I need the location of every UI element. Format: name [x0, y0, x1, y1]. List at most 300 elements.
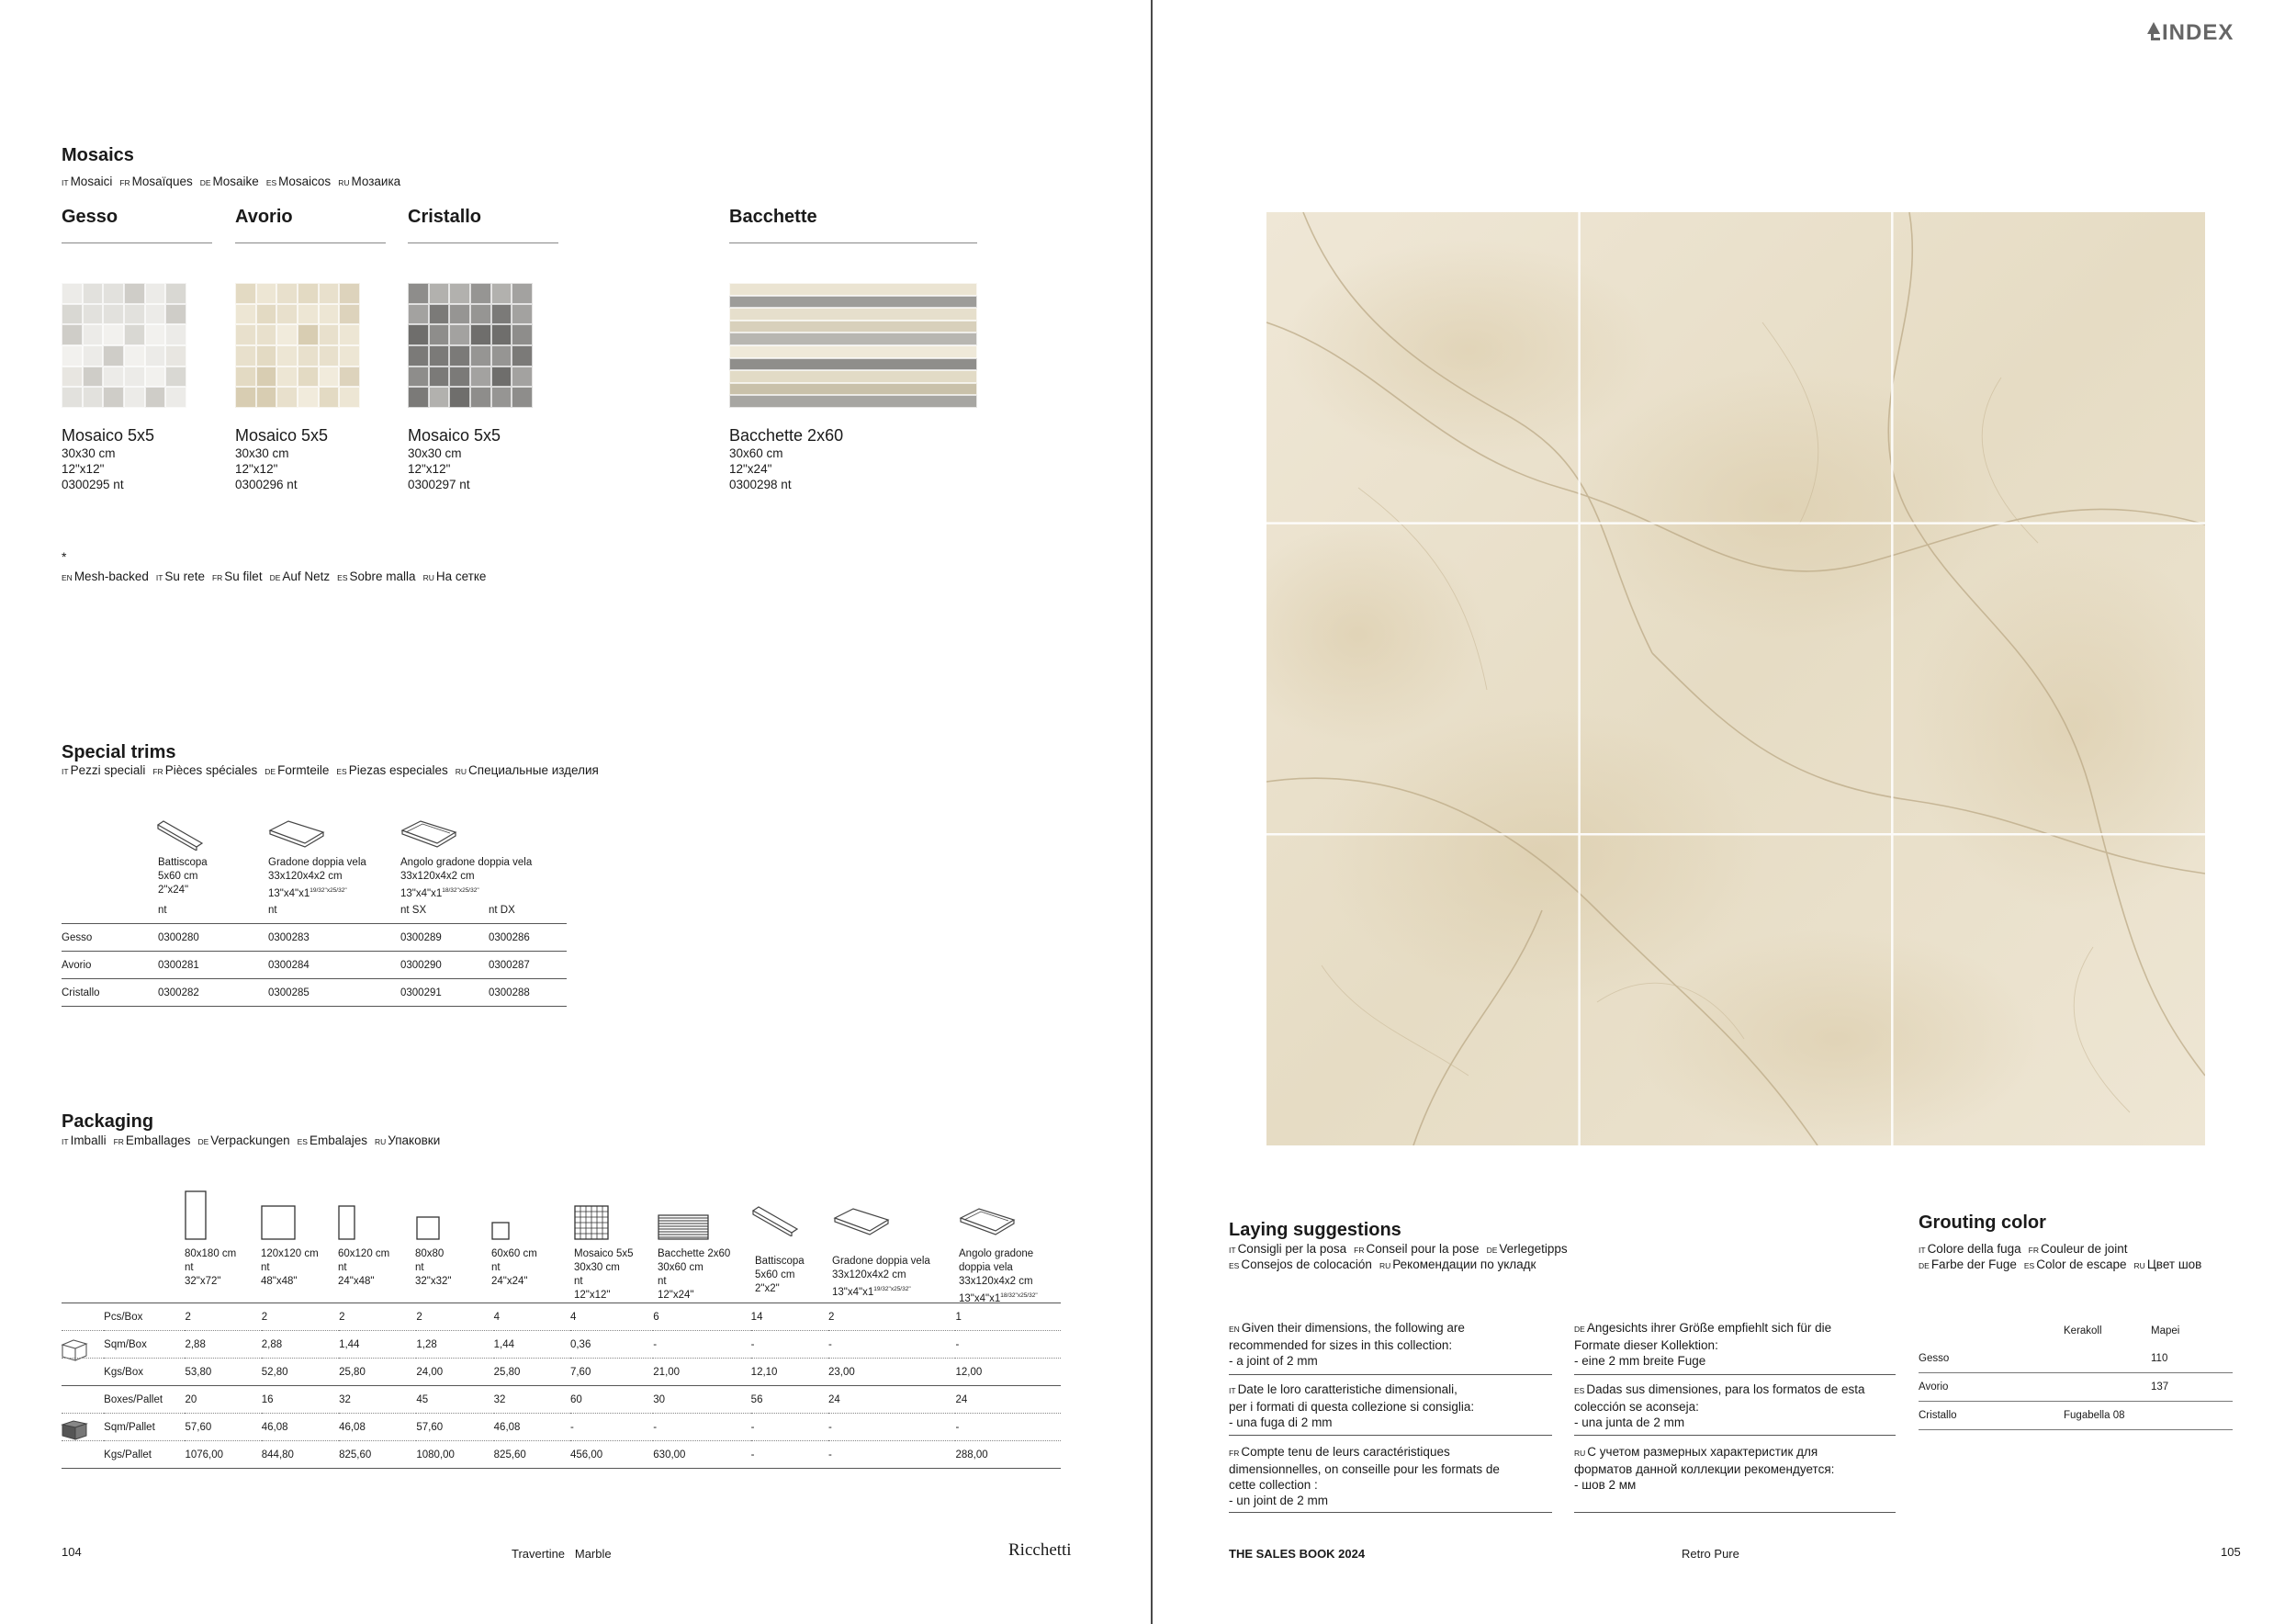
translation-text: Conseil pour la pose — [1366, 1242, 1480, 1256]
mosaic-chip — [298, 283, 319, 304]
lang-code: FR — [113, 1137, 124, 1146]
pack-col-line: 12"x24" — [658, 1290, 694, 1301]
laying-block-de — [1574, 1320, 1831, 1369]
laying-line: per i formati di questa collezione si consiglia: — [1229, 1400, 1475, 1414]
row-label: Boxes/Pallet — [104, 1386, 185, 1414]
mosaic-chip — [298, 304, 319, 325]
cell: 32 — [339, 1386, 416, 1414]
cell: - — [828, 1414, 956, 1441]
cell: 630,00 — [653, 1441, 750, 1469]
mosaic-chip — [103, 283, 124, 304]
pack-col-line: nt — [658, 1276, 667, 1287]
pack-col-line: Bacchette 2x60 — [658, 1248, 731, 1259]
mosaic-chip — [165, 283, 186, 304]
pack-col-line: 13"x4"x1 — [832, 1286, 874, 1298]
cell: 456,00 — [570, 1441, 653, 1469]
translation-text: Pièces spéciales — [164, 763, 258, 777]
bacchette-strip — [729, 395, 977, 408]
cell: 30 — [653, 1386, 750, 1414]
cell: 1076,00 — [185, 1441, 261, 1469]
cell: 45 — [416, 1386, 493, 1414]
page-number-right: 105 — [2221, 1545, 2241, 1559]
lang-code: IT — [1229, 1246, 1236, 1255]
battiscopa-icon — [156, 819, 204, 851]
heading-rule — [235, 242, 386, 243]
tile-80x180-icon — [185, 1190, 207, 1240]
table-row — [62, 1331, 1061, 1359]
mosaic-chip — [298, 324, 319, 345]
product-size-cm: 30x30 cm — [408, 446, 462, 460]
mosaic-chip — [62, 387, 83, 408]
cell: - — [570, 1414, 653, 1441]
mosaic-chip — [339, 367, 360, 388]
cell: 2 — [185, 1303, 261, 1331]
mosaic-chip — [491, 367, 512, 388]
row-label: Cristallo — [62, 979, 158, 1007]
lang-code: FR — [152, 767, 163, 776]
pack-col-line: 30x60 cm — [658, 1262, 703, 1273]
mosaic-chip — [319, 345, 340, 367]
laying-line: recommended for sizes in this collection: — [1229, 1338, 1453, 1352]
finish-cell: nt — [268, 904, 277, 916]
product-size-in: 12"x24" — [729, 462, 772, 476]
translation-text: Piezas especiales — [348, 763, 448, 777]
mosaic-chip — [124, 387, 145, 408]
cell: 825,60 — [339, 1441, 416, 1469]
lang-code: FR — [211, 573, 223, 582]
mosaic-chip — [429, 367, 450, 388]
cell — [2064, 1373, 2151, 1402]
lang-code: ES — [337, 573, 348, 582]
translation-text: Verpackungen — [210, 1133, 290, 1147]
mosaic-chip — [62, 324, 83, 345]
lang-code: ES — [297, 1137, 308, 1146]
mosaic-chip — [165, 324, 186, 345]
page-spine — [1151, 0, 1153, 1624]
finish-cell: nt DX — [489, 904, 515, 916]
gradone-icon — [268, 819, 325, 851]
mosaic-chip — [449, 387, 470, 408]
laying-line: - un joint de 2 mm — [1229, 1494, 1329, 1507]
cell: 56 — [751, 1386, 828, 1414]
translation-text: Mesh-backed — [73, 570, 149, 583]
cell: - — [751, 1441, 828, 1469]
cell: 0300288 — [489, 979, 567, 1007]
tile-60x120-icon — [338, 1205, 355, 1240]
translation-text: Mosaïques — [131, 175, 193, 188]
cell: 57,60 — [416, 1414, 493, 1441]
pack-col-line: 80x180 cm — [185, 1248, 237, 1259]
trim-col-angolo — [400, 856, 532, 901]
mosaic-chip — [470, 367, 491, 388]
cell: 0300291 — [400, 979, 489, 1007]
mosaic-chip — [449, 345, 470, 367]
cell: 0300286 — [489, 924, 567, 952]
pack-col-60x60 — [491, 1247, 537, 1289]
mosaic-chip — [145, 324, 166, 345]
cell: 60 — [570, 1386, 653, 1414]
cell — [2151, 1402, 2233, 1430]
laying-line: - a joint of 2 mm — [1229, 1354, 1318, 1368]
table-row — [62, 952, 567, 979]
product-info-avorio — [235, 426, 328, 492]
cell: 23,00 — [828, 1359, 956, 1386]
pack-col-80x80 — [415, 1247, 452, 1289]
lang-code: IT — [1229, 1386, 1236, 1395]
grouting-header-row — [1919, 1317, 2233, 1345]
trim-col-name: Gradone doppia vela — [268, 857, 366, 868]
bacchette-strip — [729, 383, 977, 396]
mosaic-chip — [83, 367, 104, 388]
mosaic-chip — [470, 345, 491, 367]
lang-code: IT — [62, 1137, 69, 1146]
cell: 46,08 — [339, 1414, 416, 1441]
mosaic-chip — [408, 304, 429, 325]
trim-col-size-in: 13"x4"x1 — [400, 887, 443, 899]
pack-col-60x120 — [338, 1247, 389, 1289]
cell: - — [653, 1414, 750, 1441]
angolo-gradone-icon — [959, 1207, 1016, 1240]
book-title: THE SALES BOOK 2024 — [1229, 1547, 1366, 1561]
laying-title: Laying suggestions — [1229, 1220, 1401, 1240]
laying-line: colección se aconseja: — [1574, 1400, 1699, 1414]
cell: 0300281 — [158, 952, 268, 979]
laying-block-en — [1229, 1320, 1465, 1369]
mosaic-chip — [256, 324, 277, 345]
mosaic-chip — [429, 304, 450, 325]
product-heading-gesso: Gesso — [62, 207, 118, 227]
product-name: Mosaico 5x5 — [62, 426, 155, 445]
bacchette-strip — [729, 345, 977, 358]
table-row — [1919, 1345, 2233, 1373]
table-row — [62, 979, 567, 1007]
lang-code: IT — [155, 573, 163, 582]
translation-text: Embalajes — [309, 1133, 367, 1147]
mosaic-chip — [235, 345, 256, 367]
bacchette-icon — [658, 1214, 709, 1240]
table-row — [62, 1303, 1061, 1331]
cell: 2 — [262, 1303, 339, 1331]
mosaic-swatch-cristallo — [408, 283, 533, 408]
mosaic-chip — [491, 324, 512, 345]
translation-text: Упаковки — [388, 1133, 441, 1147]
trim-col-gradone — [268, 856, 366, 901]
mosaic-chip — [83, 283, 104, 304]
grouting-translations — [1919, 1242, 2135, 1256]
mosaic-chip — [470, 387, 491, 408]
cell: 25,80 — [339, 1359, 416, 1386]
translation-text: Colore della fuga — [1927, 1242, 2021, 1256]
pack-col-line: 2"x2" — [755, 1283, 780, 1294]
mosaic-swatch-gesso — [62, 283, 186, 408]
product-size-in: 12"x12" — [235, 462, 278, 476]
laying-line: Compte tenu de leurs caractéristiques — [1241, 1445, 1450, 1459]
cell: 24,00 — [416, 1359, 493, 1386]
mosaic-chip — [408, 367, 429, 388]
translation-text: Auf Netz — [282, 570, 331, 583]
laying-line: форматов данной коллекции рекомендуется: — [1574, 1462, 1835, 1476]
cell: 0300284 — [268, 952, 400, 979]
mosaic-chip — [62, 283, 83, 304]
lang-code: IT — [62, 767, 69, 776]
cell: 2 — [828, 1303, 956, 1331]
cell: - — [751, 1414, 828, 1441]
cell: 21,00 — [653, 1359, 750, 1386]
row-label: Avorio — [1919, 1373, 2064, 1402]
finish-cell: nt SX — [400, 904, 427, 916]
cell: 16 — [262, 1386, 339, 1414]
mosaic-chip — [339, 387, 360, 408]
pack-col-line: 80x80 — [415, 1248, 445, 1259]
mosaic-chip — [83, 387, 104, 408]
index-link[interactable] — [2145, 20, 2234, 46]
cell: Fugabella 08 — [2064, 1402, 2151, 1430]
cell: 288,00 — [955, 1441, 1061, 1469]
pack-col-line: nt — [491, 1262, 501, 1273]
grouting-table — [1919, 1317, 2233, 1430]
lang-code: DE — [199, 178, 211, 187]
trim-col-fraction: 18/32"x25/32" — [442, 887, 479, 894]
laying-line: dimensionnelles, on conseille pour les formats de — [1229, 1462, 1500, 1476]
packaging-title: Packaging — [62, 1111, 154, 1132]
pack-col-line: 24"x24" — [491, 1276, 528, 1287]
lang-code: DE — [269, 573, 281, 582]
lang-code: RU — [455, 767, 467, 776]
mosaic-chip — [408, 387, 429, 408]
mosaic-chip — [124, 367, 145, 388]
mosaic-chip — [256, 345, 277, 367]
pack-col-80x180 — [185, 1247, 236, 1289]
laying-block-ru — [1574, 1444, 1834, 1493]
heading-rule — [729, 242, 977, 243]
bacchette-strip — [729, 333, 977, 345]
mosaic-chip — [145, 345, 166, 367]
cell — [2064, 1345, 2151, 1373]
grouting-title: Grouting color — [1919, 1212, 2046, 1233]
translation-text: Mosaicos — [278, 175, 332, 188]
special-trims-translations — [62, 763, 606, 777]
mosaic-chip — [470, 283, 491, 304]
cell: 14 — [751, 1303, 828, 1331]
mosaic-chip — [165, 387, 186, 408]
heading-rule — [408, 242, 558, 243]
pack-col-line: nt — [415, 1262, 424, 1273]
lang-code: ES — [1229, 1261, 1240, 1270]
trim-col-name: Angolo gradone doppia vela — [400, 857, 533, 868]
mosaic-chip — [62, 367, 83, 388]
mosaic-chip — [165, 367, 186, 388]
pack-col-line: 60x60 cm — [491, 1248, 537, 1259]
row-label: Kgs/Pallet — [104, 1441, 185, 1469]
mosaic-chip — [83, 324, 104, 345]
laying-rule — [1229, 1374, 1552, 1375]
laying-line: Date le loro caratteristiche dimensionali, — [1237, 1382, 1458, 1396]
translation-text: Pezzi speciali — [70, 763, 146, 777]
table-row — [1919, 1402, 2233, 1430]
mosaic-chip — [512, 304, 533, 325]
mosaic-chip — [339, 345, 360, 367]
pack-col-line: 33x120x4x2 cm — [959, 1276, 1033, 1287]
cell: 2 — [339, 1303, 416, 1331]
laying-line: - шов 2 мм — [1574, 1478, 1637, 1492]
page-number-left: 104 — [62, 1545, 82, 1559]
bacchette-strip — [729, 283, 977, 296]
bacchette-strip — [729, 296, 977, 309]
laying-line: Formate dieser Kollektion: — [1574, 1338, 1718, 1352]
mosaic-chip — [276, 304, 298, 325]
grouting-col-mapei: Mapei — [2151, 1325, 2180, 1336]
table-row — [62, 924, 567, 952]
cell: 12,00 — [955, 1359, 1061, 1386]
packaging-translations — [62, 1133, 447, 1147]
table-row — [1919, 1373, 2233, 1402]
mosaic-chip — [145, 283, 166, 304]
cell: 57,60 — [185, 1414, 261, 1441]
lang-code: IT — [62, 178, 69, 187]
product-size-in: 12"x12" — [62, 462, 105, 476]
cell: 0300280 — [158, 924, 268, 952]
bacchette-strip — [729, 358, 977, 371]
mesh-backed-note — [62, 570, 493, 583]
special-trims-title: Special trims — [62, 742, 176, 762]
mosaic-chip — [408, 283, 429, 304]
mosaic-chip — [319, 283, 340, 304]
note-star: * — [62, 549, 67, 564]
row-label: Gesso — [62, 924, 158, 952]
cell: 0,36 — [570, 1331, 653, 1359]
cell: 12,10 — [751, 1359, 828, 1386]
cell: 4 — [570, 1303, 653, 1331]
collection-name-right: Retro Pure — [1682, 1547, 1739, 1561]
product-code: 0300297 nt — [408, 478, 470, 491]
cell: 0300285 — [268, 979, 400, 1007]
pack-col-line: Mosaico 5x5 — [574, 1248, 634, 1259]
lang-code: DE — [1919, 1261, 1930, 1270]
mosaic-chip — [319, 304, 340, 325]
translation-text: Color de escape — [2036, 1257, 2127, 1271]
laying-rule — [1574, 1435, 1896, 1436]
bacchette-strip — [729, 321, 977, 333]
lang-code: FR — [1354, 1246, 1365, 1255]
trim-col-battiscopa — [158, 856, 208, 897]
laying-block-es — [1574, 1382, 1865, 1430]
laying-line: Dadas sus dimensiones, para los formatos de esta — [1586, 1382, 1865, 1396]
trim-finish-row — [62, 897, 567, 924]
cell: 2,88 — [185, 1331, 261, 1359]
pack-col-line: Gradone doppia vela — [832, 1256, 930, 1267]
cell: 1,44 — [339, 1331, 416, 1359]
battiscopa-icon — [751, 1205, 799, 1236]
translation-text: Sobre malla — [349, 570, 416, 583]
laying-rule — [1229, 1512, 1552, 1513]
cell: - — [828, 1441, 956, 1469]
mosaic-chip — [298, 345, 319, 367]
trim-col-size-cm: 33x120x4x2 cm — [400, 871, 475, 882]
mosaic-chip — [256, 304, 277, 325]
cell: 4 — [494, 1303, 570, 1331]
translation-text: Su rete — [164, 570, 205, 583]
cell: - — [955, 1414, 1061, 1441]
product-code: 0300298 nt — [729, 478, 792, 491]
cell: - — [751, 1331, 828, 1359]
mosaic-chip — [512, 345, 533, 367]
translation-text: Formteile — [277, 763, 330, 777]
lang-code: ES — [336, 767, 347, 776]
trim-col-size-in: 13"x4"x1 — [268, 887, 310, 899]
lang-code: RU — [2133, 1261, 2145, 1270]
pack-col-line: 48"x48" — [261, 1276, 298, 1287]
mosaic-chip — [235, 387, 256, 408]
lang-code: ES — [1574, 1386, 1585, 1395]
mosaic-chip — [408, 345, 429, 367]
mosaic-swatch-avorio — [235, 283, 360, 408]
mosaic-chip — [276, 367, 298, 388]
mosaic-chip — [470, 304, 491, 325]
mosaic-chip — [83, 345, 104, 367]
mosaic-chip — [298, 367, 319, 388]
tile-60x60-icon — [491, 1222, 510, 1240]
cell: 1080,00 — [416, 1441, 493, 1469]
mosaic-chip — [276, 283, 298, 304]
mosaic-chip — [429, 324, 450, 345]
mosaic-chip — [103, 324, 124, 345]
mosaic-chip — [512, 324, 533, 345]
pack-col-line: 13"x4"x1 — [959, 1292, 1001, 1304]
bacchette-strip — [729, 370, 977, 383]
lang-code: RU — [374, 1137, 387, 1146]
laying-line: Angesichts ihrer Größe empfiehlt sich für die — [1586, 1321, 1832, 1335]
mosaic-chip — [470, 324, 491, 345]
mosaic-chip — [449, 304, 470, 325]
row-label: Sqm/Box — [104, 1331, 185, 1359]
pack-col-mosaico — [574, 1247, 634, 1303]
lang-code: IT — [1919, 1246, 1926, 1255]
mosaic-chip — [256, 283, 277, 304]
mosaic-chip — [103, 345, 124, 367]
translation-text: Su filet — [224, 570, 263, 583]
grouting-col-kerakoll: Kerakoll — [2064, 1325, 2102, 1336]
cell: - — [653, 1331, 750, 1359]
translation-text: Emballages — [125, 1133, 191, 1147]
mosaic-chip — [449, 367, 470, 388]
translation-text: Couleur de joint — [2040, 1242, 2128, 1256]
trim-col-size-cm: 5x60 cm — [158, 871, 198, 882]
product-name: Mosaico 5x5 — [408, 426, 501, 445]
heading-rule — [62, 242, 212, 243]
cell: 0300283 — [268, 924, 400, 952]
mosaic-chip — [256, 367, 277, 388]
cell: 46,08 — [494, 1414, 570, 1441]
laying-line: Given their dimensions, the following are — [1241, 1321, 1465, 1335]
pack-col-fraction: 18/32"x25/32" — [1000, 1292, 1038, 1299]
cell: 25,80 — [494, 1359, 570, 1386]
mosaic-chip — [429, 283, 450, 304]
pack-col-angolo — [959, 1247, 1038, 1306]
product-size-cm: 30x30 cm — [62, 446, 116, 460]
mosaic-chip — [62, 345, 83, 367]
product-heading-cristallo: Cristallo — [408, 207, 482, 227]
laying-rule — [1229, 1435, 1552, 1436]
mosaic-chip — [103, 304, 124, 325]
tile-120x120-icon — [261, 1205, 296, 1240]
mosaic-chip — [429, 387, 450, 408]
translation-text: Consejos de colocación — [1241, 1257, 1372, 1271]
cell: 2 — [416, 1303, 493, 1331]
mosaic-chip — [319, 367, 340, 388]
pack-col-line: 30x30 cm — [574, 1262, 620, 1273]
pack-col-line: nt — [574, 1276, 583, 1287]
trim-col-fraction: 19/32"x25/32" — [310, 887, 347, 894]
